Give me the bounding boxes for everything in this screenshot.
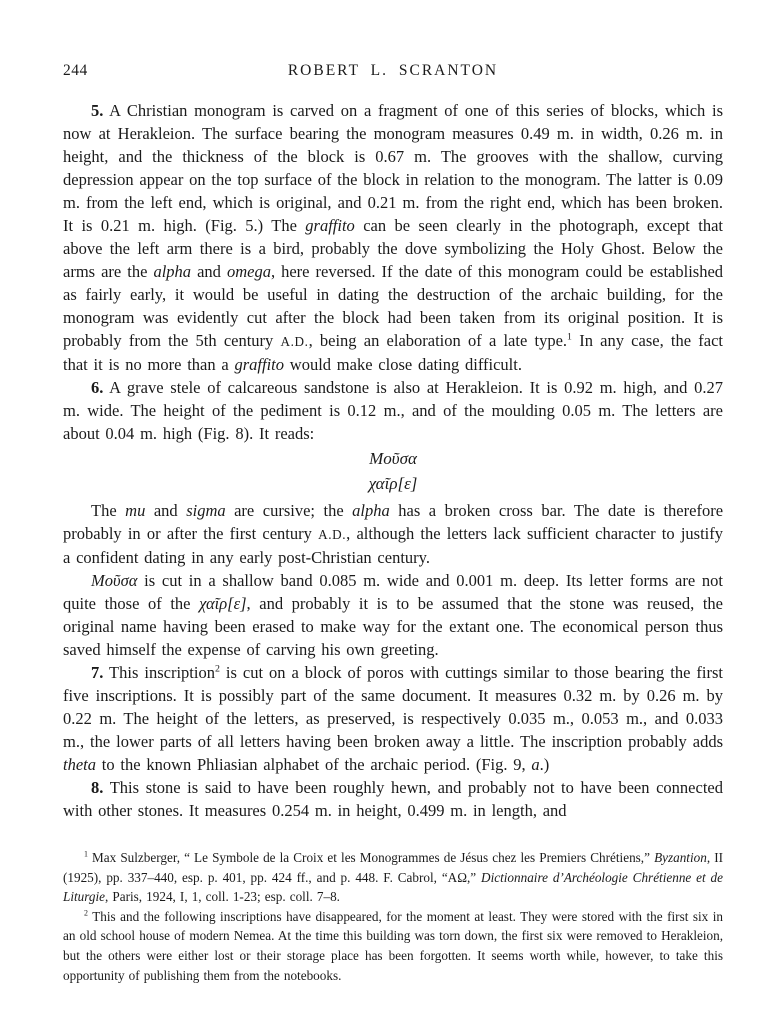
footnote-1 [63,848,723,907]
paragraph-number: 7. [91,663,104,682]
italic-text: mu [125,501,146,520]
italic-text: graffito [234,355,284,374]
greek-line: χαῖρ[ε] [368,474,418,493]
footnote-2 [63,907,723,985]
text-run: Max Sulzberger, “ Le Symbole de la Croix et les Monogrammes de Jésus chez les Premiers Chrétiens,” [87,850,655,865]
paragraph-number: 6. [91,378,104,397]
text-run: are cursive; the [225,501,353,520]
italic-text: Μοῦσα [91,571,138,590]
text-run: is cut in a shallow band 0.085 m. wide and 0.001 m. deep. Its letter forms are not quite those of the [63,571,723,613]
text-run: .) [539,755,550,774]
italic-text: graffito [305,216,355,235]
footnote-marker: 1 [84,849,88,859]
text-run: can be seen clearly in the photograph, except that above the left arm there is a bird, probably the dove symbolizing the Holy Ghost. Below the arms are the [63,216,723,281]
italic-text: alpha [352,501,390,520]
page-number: 244 [63,62,88,79]
italic-text: theta [63,755,96,774]
italic-text: a [531,755,540,774]
text-run: , Paris, 1924, I, 1, coll. 1-23; esp. coll. 7–8. [105,889,340,905]
text-run: , being an elaboration of a late type. [308,331,568,350]
italic-text: χαῖρ[ε] [199,594,247,613]
text-run: and [145,501,187,520]
text-run: This stone is said to have been roughly hewn, and probably not to have been connected with other stones. It measures 0.254 m. in height, 0.499 m. in length, and [63,778,723,820]
footnote-marker: 1 [567,331,572,343]
text-run: , II (1925), pp. 337–440, esp. p. 401, pp. 424 ff., and p. 448. F. Cabrol, “ΑΩ,” [63,850,724,885]
greek-line: Μοῦσα [369,449,417,468]
text-run: , here reversed. If the date of this monogram could be established as fairly early, it would be useful in dating the destruction of the archaic building, for the monogram was evidently cut after the block had been taken from its original position. It is probably from the 5th century [63,262,724,350]
paragraph-number: 5. [91,101,104,120]
text-run: A grave stele of calcareous sandstone is also at Herakleion. It is 0.92 m. high, and 0.27 m. wide. The height of the pediment is 0.12 m., and of the moulding 0.05 m. The letters are about 0.04 m. high (Fig. 8). It reads: [63,378,723,443]
italic-text: sigma [186,501,226,520]
italic-text: alpha [153,262,192,281]
paragraph-5 [63,99,723,376]
italic-text: Byzantion [654,850,707,865]
text-run: has a broken cross bar. The date is therefore probably in or after the first century [63,501,724,543]
text-run: In any case, the fact that it is no more than a [63,331,724,374]
text-run: , although the letters lack sufficient character to justify a confident dating in any early post-Christian century. [63,524,724,567]
text-run: is cut on a block of poros with cuttings similar to those bearing the first five inscriptions. It is possibly part of the same document. It measures 0.32 m. by 0.26 m. by 0.22 m. The height of the letters, as preserved, is respectively 0.035 m., 0.053 m., and 0.033 m., the lower parts of all letters having been broken away a little. The inscription probably adds [63,663,723,751]
text-run: The [91,501,126,520]
text-run: , and probably it is to be assumed that the stone was reused, the original name having been erased to make way for the extant one. The economical person thus saved himself the expense of carving his own greeting. [63,594,723,659]
footnote-marker: 2 [214,663,220,675]
text-run: and [191,262,227,281]
paragraph-7 [63,661,723,776]
italic-text: omega [226,262,271,281]
running-head-author: ROBERT L. SCRANTON [287,62,499,79]
smallcaps-text: A.D. [280,334,309,349]
paragraph-6 [63,376,723,445]
text-run: This and the following inscriptions have disappeared, for the moment at least. They were stored with the first six in an old school house of modern Nemea. At the time this building was torn down, the first six were removed to Herakleion, but the others were either lost or their storage place has been forgotten. It seems worth while, however, to take this opportunity of publishing them from the notebooks. [63,908,723,983]
text-run: This inscription [103,663,215,682]
text-run: would make close dating difficult. [284,355,522,374]
paragraph-number: 8. [91,778,104,797]
text-run: to the known Phliasian alphabet of the archaic period. (Fig. 9, [96,755,532,774]
italic-text: Dictionnaire d’Archéologie Chrétienne et de Liturgie [63,869,724,905]
text-run: A Christian monogram is carved on a fragment of one of this series of blocks, which is now at Herakleion. The surface bearing the monogram measures 0.49 m. in width, 0.26 m. in height, and the thickness of the block is 0.67 m. The grooves with the shallow, curving depression appear on the top surface of the block in relation to the monogram. The latter is 0.09 m. from the left end, which is original, and 0.21 m. from the right end, which has been broken. It is 0.21 m. high. (Fig. 5.) The [63,101,723,235]
footnotes-section [63,848,723,985]
paragraph-mousa [63,569,723,661]
smallcaps-text: A.D. [318,527,347,542]
greek-inscription [63,445,723,499]
body-text-block [63,99,723,822]
paragraph-mu-sigma [63,499,723,569]
footnote-marker: 2 [84,908,88,918]
paragraph-8 [63,776,723,822]
running-header [63,62,723,82]
